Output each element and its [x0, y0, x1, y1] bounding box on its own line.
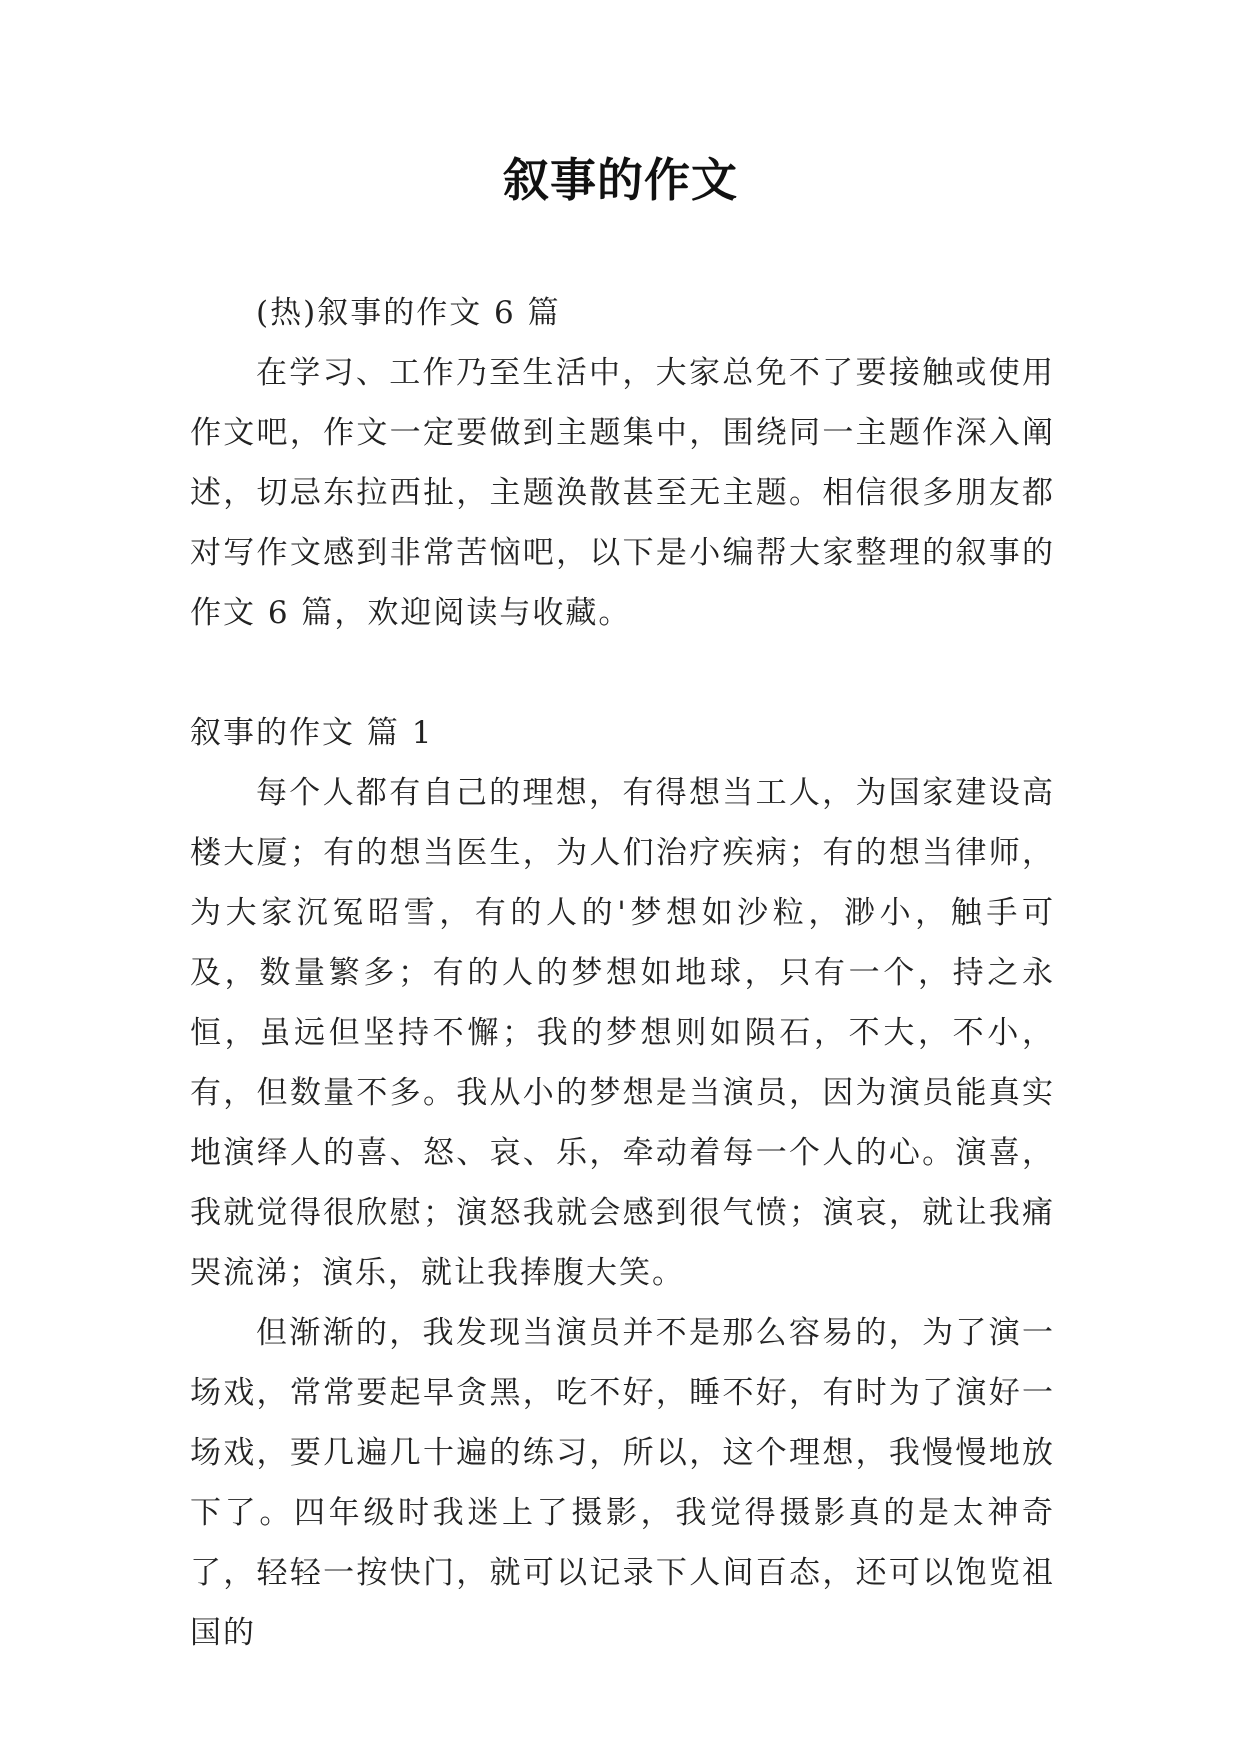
section-spacer [190, 643, 1055, 703]
intro-paragraph: 在学习、工作乃至生活中，大家总免不了要接触或使用作文吧，作文一定要做到主题集中，围绕同一主题作深入阐述，切忌东拉西扯，主题涣散甚至无主题。相信很多朋友都对写作文感到非常苦恼吧，以下是小编帮大家整理的叙事的作文 6 篇，欢迎阅读与收藏。 [190, 355, 1055, 631]
document-title: 叙事的作文 [503, 153, 738, 207]
document-subtitle: (热)叙事的作文 6 篇 [256, 295, 561, 331]
body-paragraph-2: 但渐渐的，我发现当演员并不是那么容易的，为了演一场戏，常常要起早贪黑，吃不好，睡不好，有时为了演好一场戏，要几遍几十遍的练习，所以，这个理想，我慢慢地放下了。四年级时我迷上了摄影，我觉得摄影真的是太神奇了，轻轻一按快门，就可以记录下人间百态，还可以饱览祖国的 [190, 1315, 1055, 1651]
body-paragraph-1: 每个人都有自己的理想，有得想当工人，为国家建设高楼大厦；有的想当医生，为人们治疗疾病；有的想当律师，为大家沉冤昭雪，有的人的'梦想如沙粒，渺小，触手可及，数量繁多；有的人的梦想如地球，只有一个，持之永恒，虽远但坚持不懈；我的梦想则如陨石，不大，不小，有，但数量不多。我从小的梦想是当演员，因为演员能真实地演绎人的喜、怒、哀、乐，牵动着每一个人的心。演喜，我就觉得很欣慰；演怒我就会感到很气愤；演哀，就让我痛哭流涕；演乐，就让我捧腹大笑。 [190, 775, 1055, 1291]
section-heading: 叙事的作文 篇 1 [190, 715, 434, 751]
document-body [190, 283, 1055, 1663]
